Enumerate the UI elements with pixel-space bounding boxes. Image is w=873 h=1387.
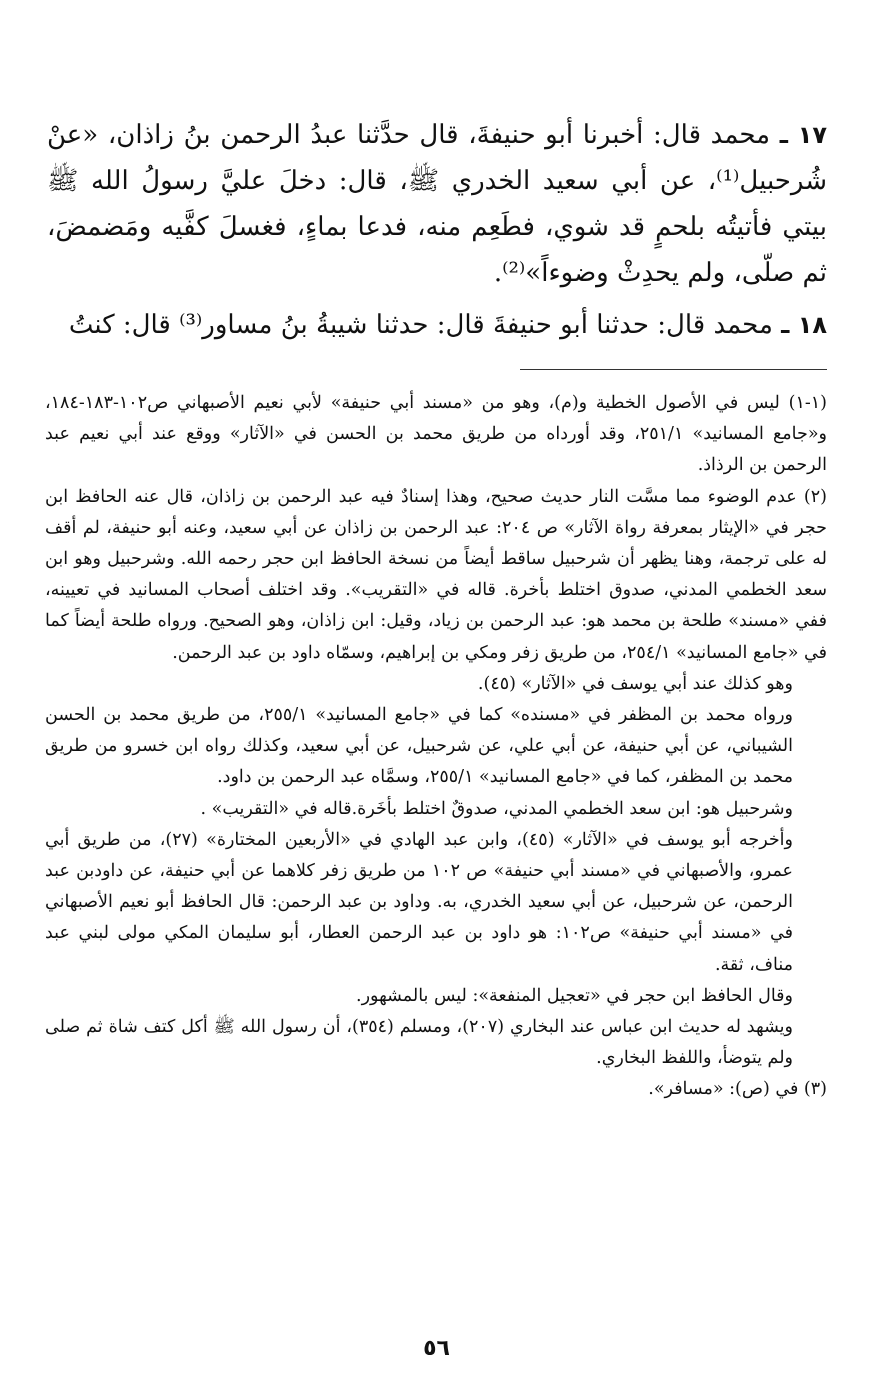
paragraph-18	[47, 302, 827, 348]
footnote-2-continuation: وشرحبيل هو: ابن سعد الخطمي المدني، صدوقٌ اختلط بأخَرة.قاله في «التقريب» .	[200, 798, 793, 819]
paragraph-text: محمد قال: حدثنا أبو حنيفةَ قال: حدثنا شيبةُ بنُ مساور⁽³⁾ قال: كنتُ	[68, 310, 773, 340]
page-number: ٥٦	[423, 1336, 450, 1361]
footnote-1: (١-١) ليس في الأصول الخطية و(م)، وهو من «مسند أبي حنيفة» لأبي نعيم الأصبهاني ص١٠٢-١٨٣-١٨٤، و«جامع المسانيد» ٢٥١/١، وقد أورداه من طريق محمد بن الحسن في «الآثار» ووقع عند أبي نعيم عبد الرحمن بن الرذاذ.	[45, 393, 827, 476]
paragraph-17	[47, 112, 827, 296]
main-text	[47, 112, 827, 348]
footnote-3: (٣) في (ص): «مسافر».	[648, 1079, 827, 1100]
paragraph-number: ١٨ ـ	[781, 311, 827, 339]
footnotes	[45, 388, 827, 1106]
footnote-2-continuation: ويشهد له حديث ابن عباس عند البخاري (٢٠٧)، ومسلم (٣٥٤)، أن رسول الله ﷺ أكل كتف شاة ثم صلى ولم يتوضأ، واللفظ البخاري.	[45, 1017, 793, 1069]
footnote-2-continuation: وأخرجه أبو يوسف في «الآثار» (٤٥)، وابن عبد الهادي في «الأربعين المختارة» (٢٧)، من طريق أبي عمرو، والأصبهاني في «مسند أبي حنيفة» ص ١٠٢ من طريق زفر كلاهما عن أبي حنيفة، عن داودبن عبد الرحمن، عن شرحبيل، عن أبي سعيد الخدري، به. وداود بن عبد الرحمن: قال الحافظ أبو نعيم الأصبهاني في «مسند أبي حنيفة» ص١٠٢: هو داود بن عبد الرحمن العطار، أبو سليمان المكي مولى لبني عبد مناف، ثقة.	[45, 829, 794, 975]
footnote-divider	[520, 369, 827, 370]
paragraph-text: محمد قال: أخبرنا أبو حنيفةَ، قال حدَّثنا عبدُ الرحمن بنُ زاذان، «عنْ شُرحبيل⁽¹⁾، عن أبي سعيد الخدري ﷺ، قال: دخلَ عليَّ رسولُ الله ﷺ بيتي فأتيتُه بلحمٍ قد شوي، فطَعِم منه، فدعا بماءٍ، فغسلَ كفَّيه ومَضمضَ، ثم صلّى، ولم يحدِثْ وضوءاً»⁽²⁾.	[47, 120, 827, 288]
footnote-2-continuation: وقال الحافظ ابن حجر في «تعجيل المنفعة»: ليس بالمشهور.	[356, 985, 793, 1006]
paragraph-number: ١٧ ـ	[779, 121, 827, 149]
footnote-2-continuation: ورواه محمد بن المظفر في «مسنده» كما في «جامع المسانيد» ٢٥٥/١، من طريق محمد بن الحسن الشيباني، عن أبي حنيفة، عن أبي علي، عن شرحبيل، عن أبي سعيد، وكذلك رواه ابن خسرو من طريق محمد بن المظفر، كما في «جامع المسانيد» ٢٥٥/١، وسمَّاه عبد الرحمن بن داود.	[45, 705, 793, 788]
footnote-2-continuation: وهو كذلك عند أبي يوسف في «الآثار» (٤٥).	[477, 673, 793, 694]
footnote-2: (٢) عدم الوضوء مما مسَّت النار حديث صحيح، وهذا إسنادٌ فيه عبد الرحمن بن زاذان، قال عنه الحافظ ابن حجر في «الإيثار بمعرفة رواة الآثار» ص ٢٠٤: عبد الرحمن بن زاذان عن أبي سعيد، وعنه أبو حنيفة، لم أقف له على ترجمة، وهنا يظهر أن شرحبيل ساقط أيضاً من نسخة الحافظ ابن حجر رحمه الله. وشرحبيل وهو ابن سعد الخطمي المدني، صدوق اختلط بأخرة. قاله في «التقريب». وقد اختلف أصحاب المسانيد في تعيينه، ففي «مسند» طلحة بن محمد هو: عبد الرحمن بن زياد، وقيل: ابن زاذان، وهو الصحيح. ورواه طلحة أيضاً كما في «جامع المسانيد» ٢٥٤/١، من طريق زفر ومكي بن إبراهيم، وسمّاه داود بن عبد الرحمن.	[45, 486, 827, 663]
